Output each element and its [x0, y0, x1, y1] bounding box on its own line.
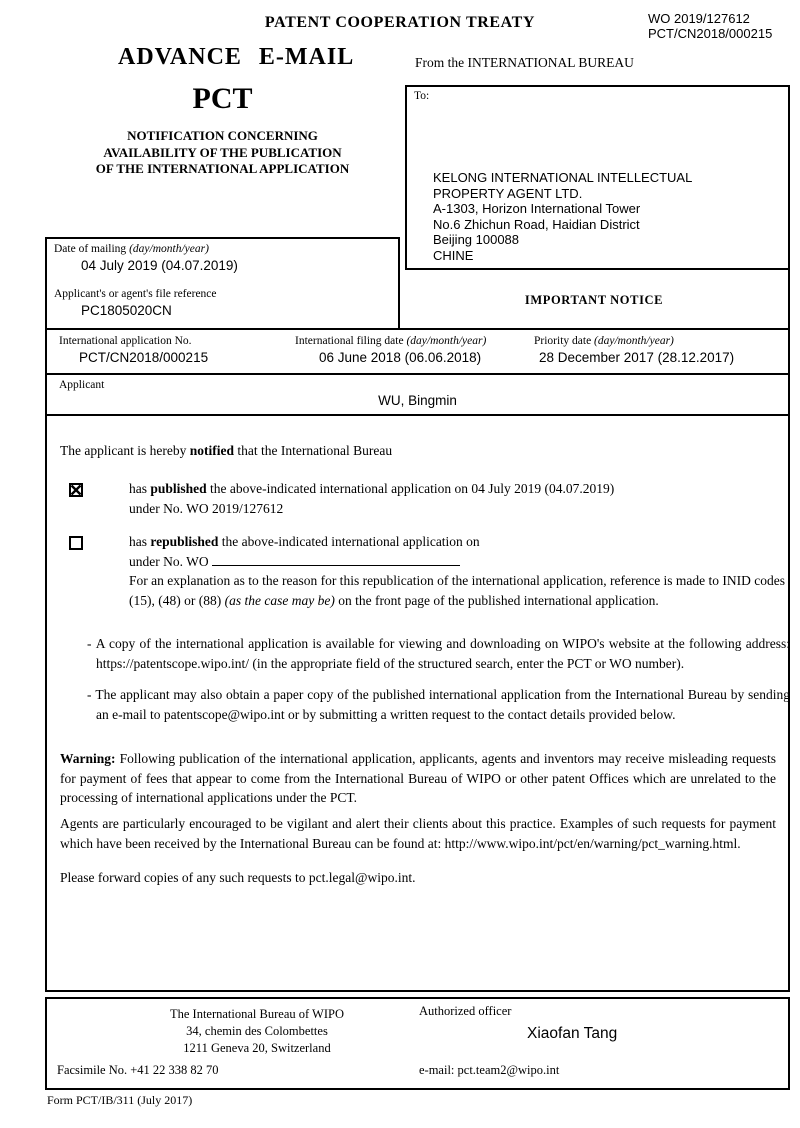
- republished-under-no: under No. WO: [129, 553, 212, 569]
- important-notice-cell: [400, 270, 790, 330]
- date-of-mailing-label: [54, 243, 209, 255]
- republished-statement: [129, 532, 789, 610]
- recipient-address-box: [405, 85, 790, 270]
- republished-post: the above-indicated international application on: [218, 534, 480, 549]
- form-number-footer: Form PCT/IB/311 (July 2017): [47, 1093, 193, 1107]
- intro-paragraph: [60, 441, 392, 461]
- advance-email-title: ADVANCE E-MAIL: [118, 44, 355, 70]
- reference-numbers: [648, 11, 772, 41]
- date-format-note: (day/month/year): [129, 243, 209, 255]
- notification-body-box: [45, 414, 790, 992]
- warning-text: Following publication of the international application, applicants, agents and inventors may receive misleading requests for payment of fees that appear to come from the International Bureau of WIPO or other patent Offices which are unrelated to the processing of international applications under the PCT.: [60, 751, 776, 805]
- dash-bullet: -: [87, 636, 92, 651]
- intro-bold: notified: [189, 443, 234, 458]
- pct-title: PCT: [192, 82, 253, 115]
- treaty-title: PATENT COOPERATION TREATY: [264, 14, 536, 31]
- copy-availability-paragraph: [87, 634, 790, 673]
- date-of-mailing-label-text: Date of mailing: [54, 243, 130, 255]
- authorized-officer-name: Xiaofan Tang: [527, 1025, 618, 1042]
- intro-post: that the International Bureau: [233, 443, 393, 458]
- bureau-city: 1211 Geneva 20, Switzerland: [183, 1041, 331, 1055]
- applicant-label: Applicant: [59, 379, 105, 391]
- filing-date-format-note: (day/month/year): [406, 335, 487, 347]
- wo-publication-number: WO 2019/127612: [648, 11, 750, 26]
- paper-copy-text: The applicant may also obtain a paper copy of the published international application from the International Bureau by sending an e-mail to patentscope@wipo.int or by submitting a written request to the contact details provided below.: [95, 687, 791, 722]
- published-post: the above-indicated international application on 04 July 2019 (04.07.2019): [206, 481, 615, 496]
- priority-date-format-note: (day/month/year): [594, 335, 674, 347]
- paper-copy-paragraph: [87, 685, 790, 724]
- filing-date-label: [295, 335, 486, 347]
- address-line: A-1303, Horizon International Tower: [433, 201, 641, 216]
- notification-title-line1: NOTIFICATION CONCERNING: [127, 128, 318, 143]
- bureau-address: [122, 1006, 392, 1057]
- republished-line1: [129, 532, 789, 552]
- bureau-name: The International Bureau of WIPO: [169, 1007, 345, 1021]
- notification-title-line3: OF THE INTERNATIONAL APPLICATION: [95, 161, 350, 176]
- address-line: Beijing 100088: [433, 232, 520, 247]
- facsimile-number: Facsimile No. +41 22 338 82 70: [57, 1063, 219, 1077]
- notification-title-line2: AVAILABILITY OF THE PUBLICATION: [103, 144, 342, 160]
- mailing-info-box: [45, 237, 400, 330]
- warning-label: Warning:: [60, 751, 116, 766]
- copy-availability-text: A copy of the international application is available for viewing and downloading on WIPO's website at the following address: https://patentscope.wipo.int/ (in the appropriate field of the structured search, enter the PCT or WO number).: [95, 636, 790, 671]
- as-the-case-may-be: (as the case may be): [224, 592, 335, 608]
- published-line2: under No. WO 2019/127612: [129, 500, 284, 516]
- application-no-label: International application No.: [59, 335, 192, 347]
- wo-number-blank-field[interactable]: [212, 554, 460, 566]
- published-line1: [129, 479, 779, 499]
- contact-email: e-mail: pct.team2@wipo.int: [419, 1063, 560, 1077]
- notification-title: [45, 128, 400, 178]
- intro-pre: The applicant is hereby: [60, 443, 190, 458]
- dash-bullet: -: [87, 687, 92, 702]
- authorized-officer-label: Authorized officer: [419, 1004, 512, 1018]
- address-line: KELONG INTERNATIONAL INTELLECTUAL: [433, 170, 693, 185]
- address-line: PROPERTY AGENT LTD.: [433, 185, 583, 201]
- address-line: No.6 Zhichun Road, Haidian District: [433, 216, 640, 232]
- filing-date-label-text: International filing date: [295, 335, 407, 347]
- priority-date-label: [534, 335, 674, 347]
- republished-explain-line2: [129, 591, 789, 611]
- explain-post: on the front page of the published international application.: [334, 592, 659, 608]
- warning-paragraph: [60, 749, 776, 808]
- file-reference-value: PC1805020CN: [81, 303, 172, 318]
- republished-bold: republished: [150, 534, 219, 549]
- priority-date-value: 28 December 2017 (28.12.2017): [539, 350, 735, 365]
- application-data-row: [45, 328, 790, 375]
- applicant-value: WU, Bingmin: [378, 393, 457, 408]
- republished-pre: has: [129, 534, 151, 549]
- recipient-address: [433, 170, 692, 263]
- filing-date-value: 06 June 2018 (06.06.2018): [319, 350, 482, 365]
- published-checkbox[interactable]: [69, 483, 83, 497]
- application-no-value: PCT/CN2018/000215: [79, 350, 209, 365]
- published-pre: has: [129, 481, 151, 496]
- address-line: CHINE: [433, 247, 474, 263]
- file-reference-label: Applicant's or agent's file reference: [54, 288, 217, 300]
- date-of-mailing-value: 04 July 2019 (04.07.2019): [81, 258, 238, 273]
- bureau-contact-box: [45, 997, 790, 1090]
- applicant-row: [45, 373, 790, 416]
- important-notice-text: IMPORTANT NOTICE: [524, 292, 664, 307]
- inid-codes: (15), (48) or (88): [129, 592, 225, 608]
- published-bold: published: [150, 481, 207, 496]
- priority-date-label-text: Priority date: [534, 335, 595, 347]
- international-application-number: PCT/CN2018/000215: [648, 26, 773, 41]
- published-statement: [129, 479, 779, 518]
- forward-requests-paragraph: Please forward copies of any such requests to pct.legal@wipo.int.: [60, 870, 416, 885]
- republished-checkbox[interactable]: [69, 536, 83, 550]
- bureau-street: 34, chemin des Colombettes: [186, 1024, 328, 1038]
- checkbox-checked-icon: [71, 485, 81, 495]
- to-label: To:: [414, 90, 430, 102]
- republished-explain-line1: For an explanation as to the reason for this republication of the international application, reference is made to INID codes: [129, 573, 786, 588]
- agents-paragraph: Agents are particularly encouraged to be vigilant and alert their clients about this practice. Examples of such requests for payment which have been received by the International Bureau can be found at: http://www.wipo.int/pct/en/warning/pct_warning.html.: [60, 816, 776, 851]
- republished-line2: [129, 552, 789, 572]
- from-international-bureau: From the INTERNATIONAL BUREAU: [415, 55, 634, 70]
